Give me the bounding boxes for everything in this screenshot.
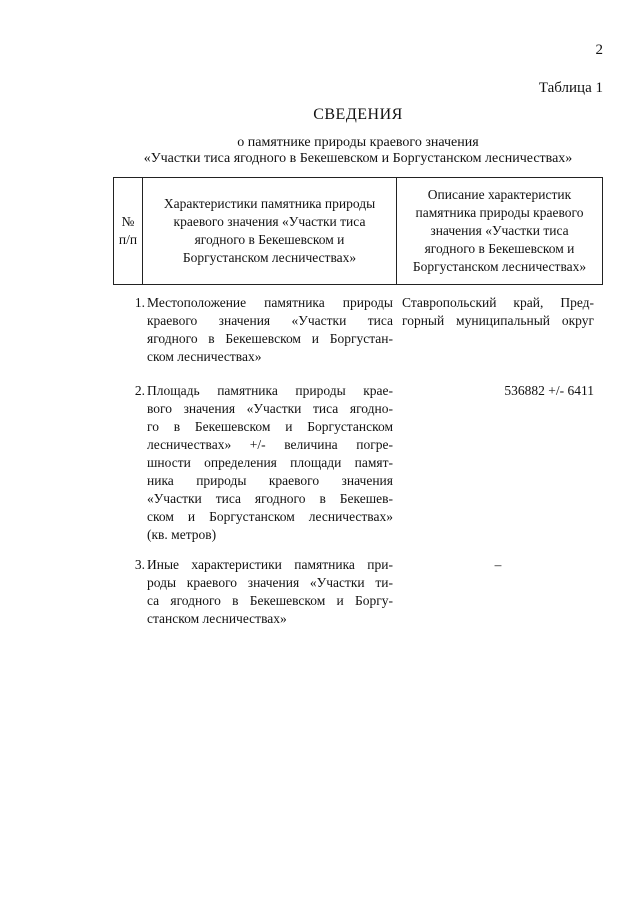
row-characteristic [147, 556, 393, 628]
row-characteristic-line: станском лесничествах» [147, 611, 287, 626]
header-characteristics-line: краевого значения «Участки тиса [173, 214, 366, 229]
row-characteristic [147, 294, 393, 366]
header-description-line: значения «Участки тиса [430, 223, 569, 238]
table-label: Таблица 1 [538, 80, 603, 96]
header-row [114, 178, 603, 285]
row-characteristic-line: лесничествах» +/- величина погре- [147, 437, 393, 452]
row-characteristic-line: ника природы краевого значения [147, 473, 393, 488]
header-characteristics [143, 178, 397, 285]
row-characteristic-line: го в Бекешевском и Боргустанском [147, 419, 393, 434]
header-num [114, 178, 143, 285]
table-row [113, 556, 602, 646]
row-characteristic-line: са ягодного в Бекешевском и Боргу- [147, 593, 393, 608]
table-body [113, 294, 602, 646]
header-num-abbrev: п/п [118, 232, 138, 247]
header-description-line: памятника природы краевого [415, 205, 584, 220]
row-characteristic-line: шности определения площади памят- [147, 455, 393, 470]
row-characteristic-line: краевого значения «Участки тиса [147, 313, 393, 328]
row-description-line: Ставропольский край, Пред- [402, 295, 594, 310]
header-characteristics-line: Характеристики памятника природы [163, 196, 376, 211]
page-number: 2 [595, 42, 603, 58]
row-description: 536882 +/- 6411 [504, 383, 594, 398]
row-characteristic-line: Иные характеристики памятника при- [147, 557, 393, 572]
table-row [113, 382, 602, 556]
row-characteristic-line: (кв. метров) [147, 527, 217, 542]
row-description: – [494, 557, 502, 572]
table-row [113, 294, 602, 382]
row-number: 1. [134, 295, 145, 310]
header-description-line: ягодного в Бекешевском и [424, 241, 575, 256]
row-characteristic-line: роды краевого значения «Участки ти- [147, 575, 393, 590]
document-title: СВЕДЕНИЯ [313, 106, 403, 123]
table-header [113, 177, 603, 285]
header-description [397, 178, 603, 285]
row-characteristic-line: «Участки тиса ягодного в Бекешев- [147, 491, 393, 506]
header-description-line: Боргустанском лесничествах» [412, 259, 587, 274]
row-number: 3. [134, 557, 145, 572]
subtitle-line-1: о памятнике природы краевого значения [237, 135, 479, 150]
header-num-symbol: № [121, 214, 135, 229]
row-characteristic-line: ском лесничествах» [147, 349, 262, 364]
row-characteristic-line: ягодного в Бекешевском и Боргустан- [147, 331, 393, 346]
row-characteristic-line: Местоположение памятника природы [147, 295, 393, 310]
header-description-line: Описание характеристик [427, 187, 572, 202]
row-description [402, 294, 594, 330]
header-characteristics-line: ягодного в Бекешевском и [194, 232, 345, 247]
header-characteristics-line: Боргустанском лесничествах» [182, 250, 357, 265]
subtitle-line-2: «Участки тиса ягодного в Бекешевском и Боргустанском лесничествах» [143, 151, 573, 166]
row-characteristic-line: вого значения «Участки тиса ягодно- [147, 401, 393, 416]
document-subtitle [0, 135, 640, 167]
row-characteristic-line: Площадь памятника природы крае- [147, 383, 393, 398]
row-characteristic [147, 382, 393, 544]
row-number: 2. [134, 383, 145, 398]
row-description-line: горный муниципальный округ [402, 313, 594, 328]
row-characteristic-line: ском и Боргустанском лесничествах» [147, 509, 393, 524]
